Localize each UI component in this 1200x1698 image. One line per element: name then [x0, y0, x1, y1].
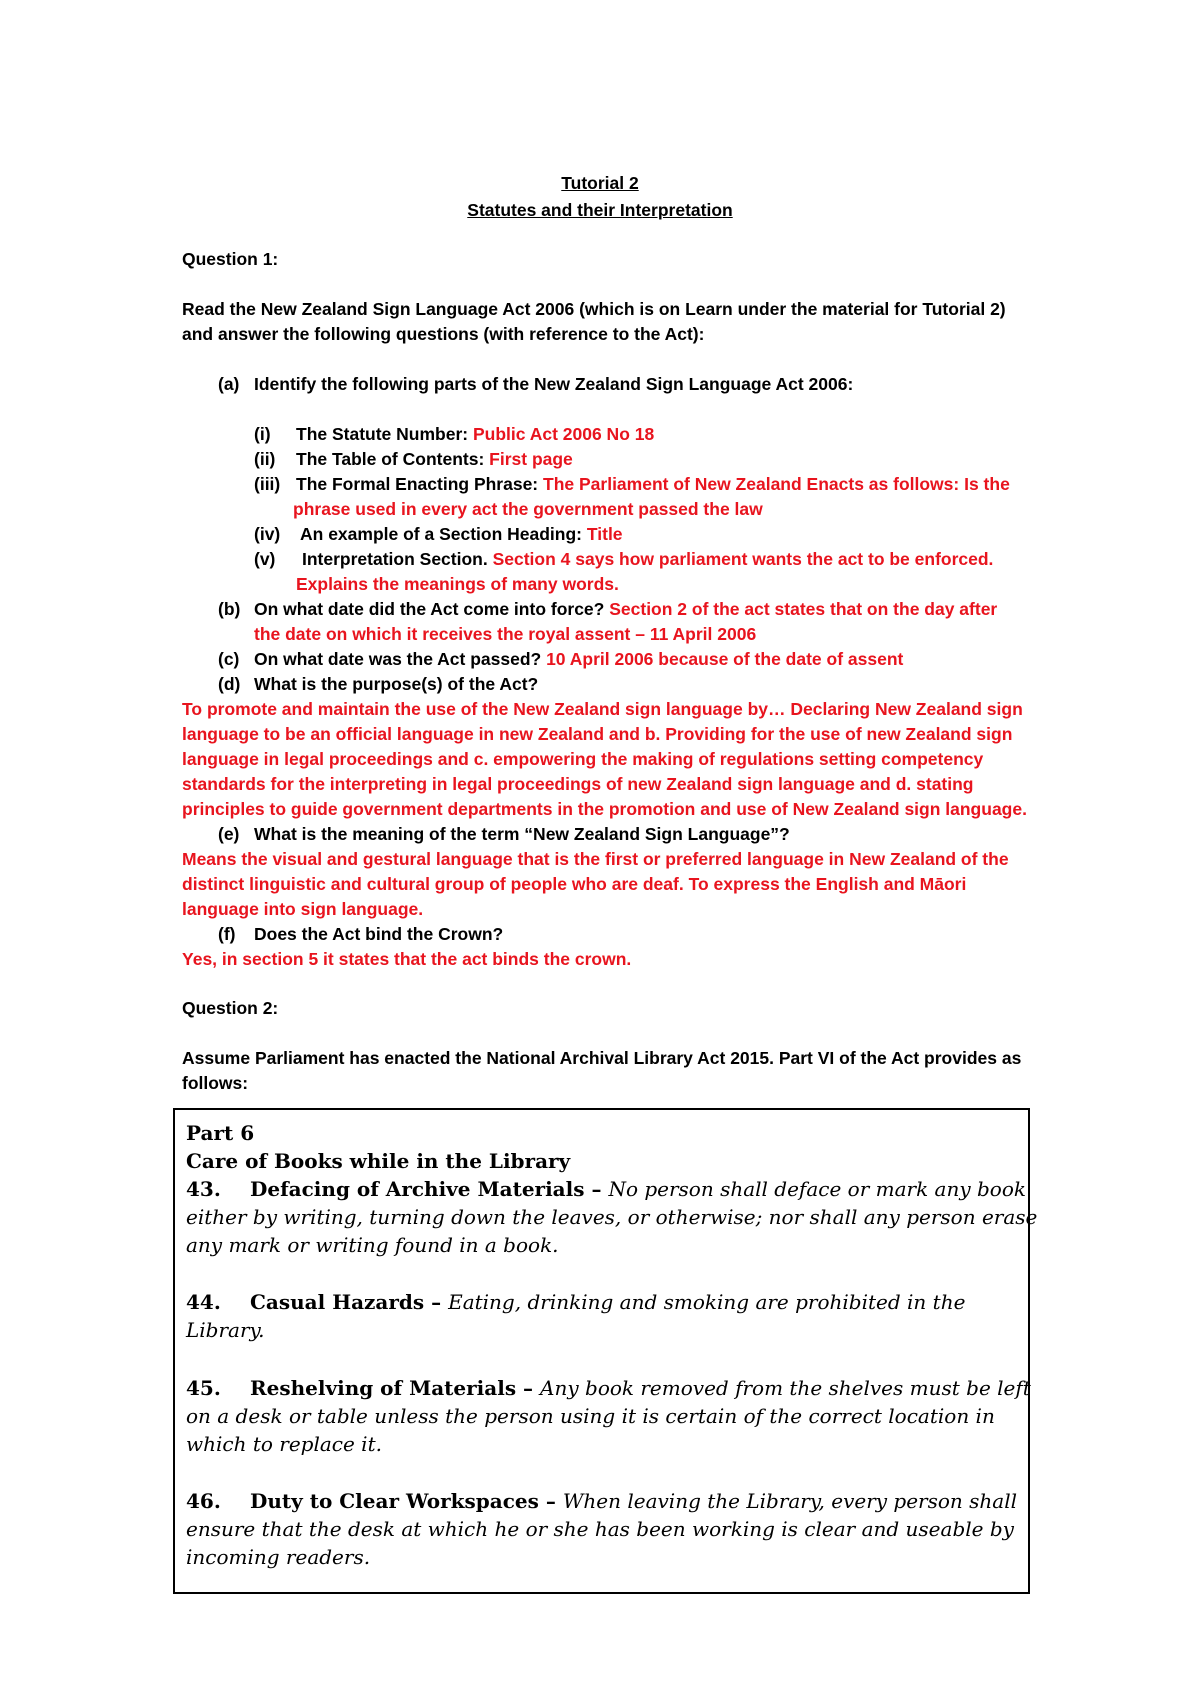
question-2-intro: Assume Parliament has enacted the National Archival Library Act 2015. Part VI of the Act provides as [182, 1048, 1022, 1068]
answer-line: To promote and maintain the use of the New Zealand sign language by… Declaring New Zealand sign [182, 699, 1023, 719]
answer-line: language to be an official language in new Zealand and b. Providing for the use of new Zealand sign [182, 724, 1013, 744]
act-section-43 [186, 1175, 1026, 1203]
section-text: any mark or writing found in a book. [186, 1233, 559, 1257]
sub-item-question: Interpretation Section. [302, 549, 488, 569]
item-question: Identify the following parts of the New Zealand Sign Language Act 2006: [254, 374, 854, 394]
section-text: either by writing, turning down the leaves, or otherwise; nor shall any person erase [186, 1205, 1038, 1229]
item [254, 597, 997, 621]
sub-item-answer: Public Act 2006 No 18 [472, 424, 655, 444]
sub-item-answer: phrase used in every act the government passed the law [293, 499, 763, 519]
sub-item-label: (iii) [254, 474, 281, 494]
sub-item-answer: Title [586, 524, 623, 544]
section-number: 43. [186, 1177, 221, 1201]
sub-item-answer: The Parliament of New Zealand Enacts as follows: Is the [543, 474, 1010, 494]
item-label: (c) [218, 649, 240, 669]
section-dash: – [516, 1376, 541, 1400]
act-section-44 [186, 1288, 965, 1316]
answer-line: principles to guide government departments in the promotion and use of New Zealand sign language. [182, 799, 1027, 819]
question-1-intro: Read the New Zealand Sign Language Act 2006 (which is on Learn under the material for Tutorial 2) [182, 299, 1006, 319]
act-section-45 [186, 1374, 1031, 1402]
section-text: No person shall deface or mark any book [608, 1177, 1027, 1201]
item-answer: 10 April 2006 because of the date of assent [546, 649, 904, 669]
sub-item [296, 447, 573, 471]
sub-item-label: (i) [254, 424, 271, 444]
section-text: Library. [186, 1318, 265, 1342]
section-text: Eating, drinking and smoking are prohibited in the [448, 1290, 966, 1314]
act-part-title: Care of Books while in the Library [186, 1149, 571, 1173]
section-number: 45. [186, 1376, 221, 1400]
act-section-46 [186, 1487, 1017, 1515]
sub-item-question: The Table of Contents: [296, 449, 485, 469]
sub-item-question: The Statute Number: [296, 424, 469, 444]
act-part-number: Part 6 [186, 1121, 255, 1145]
section-heading: Duty to Clear Workspaces [250, 1489, 539, 1513]
item-answer: Section 2 of the act states that on the day after [609, 599, 998, 619]
section-dash: – [424, 1290, 449, 1314]
answer-line: language into sign language. [182, 899, 424, 919]
sub-item [300, 522, 623, 546]
section-text: Any book removed from the shelves must be left [540, 1376, 1031, 1400]
item-label: (f) [218, 924, 236, 944]
question-2-intro: follows: [182, 1073, 249, 1093]
answer-line: distinct linguistic and cultural group of people who are deaf. To express the English and Māori [182, 874, 967, 894]
sub-item-label: (iv) [254, 524, 281, 544]
answer-line: language in legal proceedings and c. empowering the making of regulations setting competency [182, 749, 984, 769]
sub-item [302, 547, 993, 571]
item-label: (e) [218, 824, 240, 844]
item [254, 647, 903, 671]
section-text: When leaving the Library, every person shall [562, 1489, 1018, 1513]
sub-item-question: An example of a Section Heading: [300, 524, 582, 544]
item-label: (a) [218, 374, 240, 394]
question-2-heading: Question 2: [182, 998, 279, 1018]
question-1-heading: Question 1: [182, 249, 279, 269]
item-question: On what date did the Act come into force? [254, 599, 605, 619]
section-text: on a desk or table unless the person using it is certain of the correct location in [186, 1404, 995, 1428]
section-dash: – [538, 1489, 563, 1513]
sub-item-answer: Section 4 says how parliament wants the act to be enforced. [492, 549, 994, 569]
sub-item-label: (ii) [254, 449, 276, 469]
sub-item [296, 422, 654, 446]
item-answer: the date on which it receives the royal assent – 11 April 2006 [254, 624, 757, 644]
answer-line: standards for the interpreting in legal proceedings of new Zealand sign language and d. stating [182, 774, 974, 794]
sub-item [296, 472, 1010, 496]
document-title: Tutorial 2 [561, 173, 639, 193]
section-heading: Reshelving of Materials [250, 1376, 517, 1400]
sub-item-label: (v) [254, 549, 276, 569]
sub-item-answer: Explains the meanings of many words. [296, 574, 619, 594]
section-number: 44. [186, 1290, 221, 1314]
item-question: What is the meaning of the term “New Zealand Sign Language”? [254, 824, 790, 844]
section-text: ensure that the desk at which he or she has been working is clear and useable by [186, 1517, 1014, 1541]
item-label: (b) [218, 599, 241, 619]
sub-item-question: The Formal Enacting Phrase: [296, 474, 539, 494]
item-question: What is the purpose(s) of the Act? [254, 674, 539, 694]
section-heading: Defacing of Archive Materials [250, 1177, 585, 1201]
sub-item-answer: First page [489, 449, 573, 469]
item-question: On what date was the Act passed? [254, 649, 542, 669]
section-dash: – [584, 1177, 609, 1201]
section-number: 46. [186, 1489, 221, 1513]
section-text: which to replace it. [186, 1432, 382, 1456]
section-heading: Casual Hazards [250, 1290, 425, 1314]
item-answer: Yes, in section 5 it states that the act binds the crown. [182, 949, 632, 969]
item-question: Does the Act bind the Crown? [254, 924, 504, 944]
document-subtitle: Statutes and their Interpretation [467, 200, 733, 220]
question-1-intro: and answer the following questions (with reference to the Act): [182, 324, 705, 344]
item-label: (d) [218, 674, 241, 694]
answer-line: Means the visual and gestural language that is the first or preferred language in New Zealand of the [182, 849, 1009, 869]
section-text: incoming readers. [186, 1545, 371, 1569]
